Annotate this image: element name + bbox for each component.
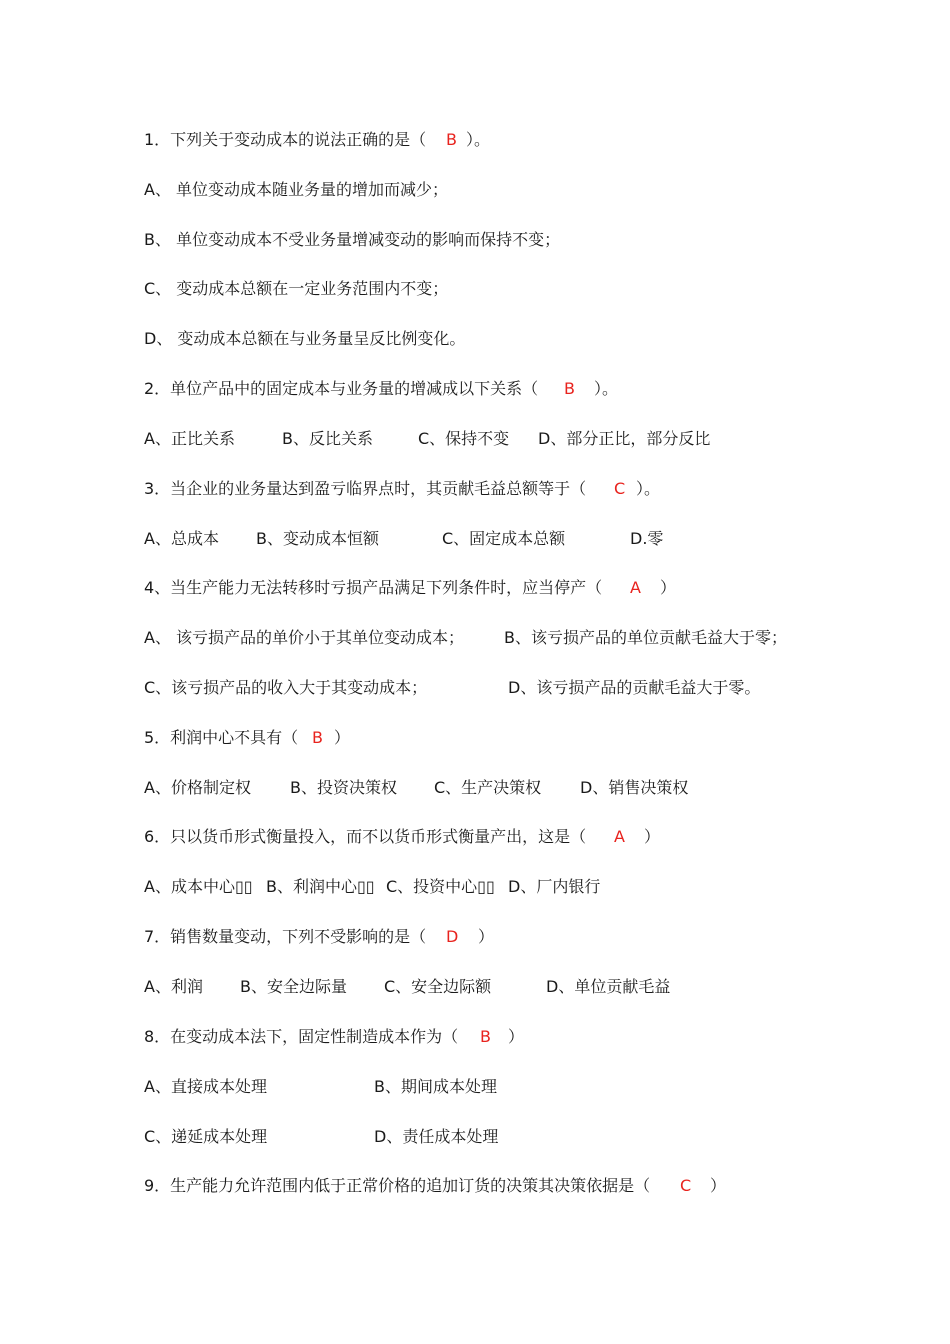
answer-mark: B — [564, 379, 575, 398]
question-text: 9．生产能力允许范围内低于正常价格的追加订货的决策其决策依据是（ — [144, 1176, 651, 1195]
answer-mark: A — [630, 578, 641, 597]
answer-mark: B — [446, 130, 457, 149]
option-item: B、期间成本处理 — [374, 1077, 497, 1096]
option-item: C、递延成本处理 — [144, 1127, 268, 1146]
option-item: A、总成本 — [144, 529, 219, 548]
question-close: ） — [334, 728, 351, 747]
answer-mark: C — [680, 1176, 692, 1195]
option-item: B、反比关系 — [282, 429, 373, 448]
option-item: D.零 — [630, 529, 664, 548]
question-text: 5．利润中心不具有（ — [144, 728, 299, 747]
option-item: C、保持不变 — [418, 429, 510, 448]
option-item: B、利润中心▯▯ — [266, 877, 375, 896]
option-item: B、变动成本恒额 — [256, 529, 379, 548]
option-item: D、厂内银行 — [508, 877, 601, 896]
option-item: C、生产决策权 — [434, 778, 542, 797]
option-item: D、责任成本处理 — [374, 1127, 499, 1146]
option-item: C、 变动成本总额在一定业务范围内不变； — [144, 279, 449, 298]
question-close: ）。 — [636, 479, 661, 498]
answer-mark: D — [446, 927, 459, 946]
question-text: 4、当生产能力无法转移时亏损产品满足下列条件时，应当停产（ — [144, 578, 603, 597]
option-item: A、正比关系 — [144, 429, 235, 448]
answer-mark: A — [614, 827, 625, 846]
question-text: 7．销售数量变动，下列不受影响的是（ — [144, 927, 427, 946]
option-item: A、直接成本处理 — [144, 1077, 267, 1096]
option-item: B、 单位变动成本不受业务量增减变动的影响而保持不变； — [144, 230, 561, 249]
option-item: C、安全边际额 — [384, 977, 492, 996]
option-item: A、利润 — [144, 977, 203, 996]
question-text: 8．在变动成本法下，固定性制造成本作为（ — [144, 1027, 459, 1046]
option-item: D、该亏损产品的贡献毛益大于零。 — [508, 678, 761, 697]
option-item: A、 单位变动成本随业务量的增加而减少； — [144, 180, 449, 199]
answer-mark: C — [614, 479, 626, 498]
option-item: A、 该亏损产品的单价小于其单位变动成本； — [144, 628, 465, 647]
question-text: 2．单位产品中的固定成本与业务量的增减成以下关系（ — [144, 379, 539, 398]
question-close: ）。 — [466, 130, 491, 149]
option-item: D、部分正比，部分反比 — [538, 429, 711, 448]
option-item: B、投资决策权 — [290, 778, 397, 797]
option-item: D、 变动成本总额在与业务量呈反比例变化。 — [144, 329, 466, 348]
option-item: B、安全边际量 — [240, 977, 347, 996]
question-close: ） — [660, 578, 677, 597]
option-item: B、该亏损产品的单位贡献毛益大于零； — [504, 628, 787, 647]
question-close: ） — [644, 827, 661, 846]
option-item: D、销售决策权 — [580, 778, 689, 797]
option-item: D、单位贡献毛益 — [546, 977, 671, 996]
question-close: ） — [710, 1176, 727, 1195]
answer-mark: B — [480, 1027, 491, 1046]
option-item: C、该亏损产品的收入大于其变动成本； — [144, 678, 428, 697]
answer-mark: B — [312, 728, 323, 747]
option-item: C、固定成本总额 — [442, 529, 566, 548]
question-text: 6．只以货币形式衡量投入，而不以货币形式衡量产出，这是（ — [144, 827, 587, 846]
option-item: A、成本中心▯▯ — [144, 877, 253, 896]
question-close: ） — [478, 927, 495, 946]
question-text: 1．下列关于变动成本的说法正确的是（ — [144, 130, 427, 149]
option-item: C、投资中心▯▯ — [386, 877, 495, 896]
question-text: 3．当企业的业务量达到盈亏临界点时，其贡献毛益总额等于（ — [144, 479, 587, 498]
question-close: ）。 — [594, 379, 619, 398]
option-item: A、价格制定权 — [144, 778, 251, 797]
question-close: ） — [508, 1027, 525, 1046]
